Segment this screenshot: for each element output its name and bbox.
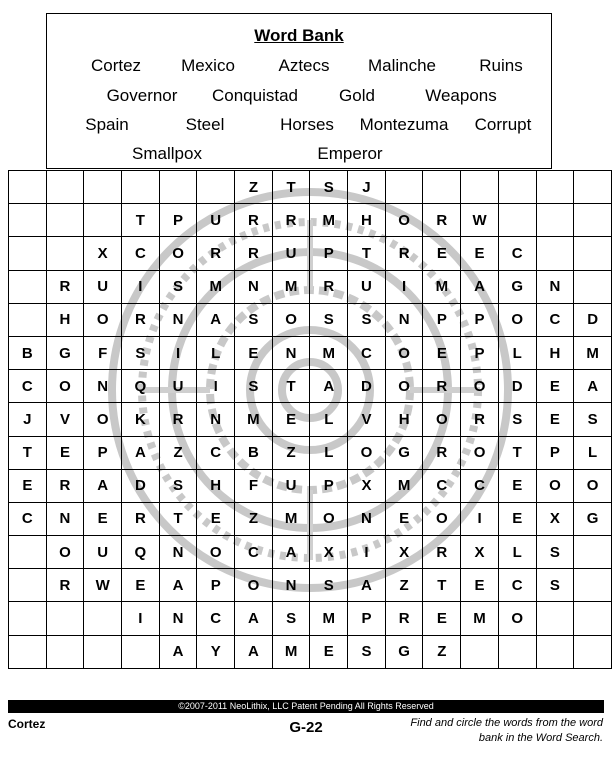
grid-cell[interactable] — [574, 270, 612, 303]
grid-cell[interactable]: B — [9, 336, 47, 369]
grid-cell[interactable]: O — [423, 502, 461, 535]
grid-cell[interactable] — [46, 237, 84, 270]
grid-cell[interactable]: H — [197, 469, 235, 502]
grid-cell[interactable]: C — [348, 336, 386, 369]
worksheet-topic: Cortez — [8, 717, 46, 731]
grid-cell[interactable]: S — [310, 569, 348, 602]
grid-cell[interactable] — [84, 204, 122, 237]
grid-cell[interactable]: Q — [122, 370, 160, 403]
grid-cell[interactable] — [84, 635, 122, 668]
grid-cell[interactable]: L — [498, 536, 536, 569]
grid-cell[interactable]: G — [385, 436, 423, 469]
grid-cell[interactable]: R — [310, 270, 348, 303]
grid-cell[interactable]: R — [423, 370, 461, 403]
grid-cell[interactable]: U — [348, 270, 386, 303]
grid-cell[interactable] — [536, 635, 574, 668]
grid-row — [9, 602, 612, 635]
grid-cell[interactable]: R — [46, 270, 84, 303]
grid-cell[interactable]: N — [159, 303, 197, 336]
grid-cell[interactable]: O — [46, 536, 84, 569]
grid-cell[interactable] — [9, 569, 47, 602]
grid-cell[interactable]: O — [385, 370, 423, 403]
word-bank-item: Corrupt — [474, 115, 532, 134]
word-bank-item: Steel — [185, 115, 225, 134]
grid-cell[interactable]: E — [197, 502, 235, 535]
grid-cell[interactable]: X — [348, 469, 386, 502]
grid-cell[interactable]: I — [122, 270, 160, 303]
grid-cell[interactable]: A — [235, 602, 273, 635]
grid-cell[interactable]: M — [310, 602, 348, 635]
grid-cell[interactable]: S — [122, 336, 160, 369]
grid-cell[interactable]: U — [197, 204, 235, 237]
grid-cell[interactable] — [9, 270, 47, 303]
word-bank-item: Mexico — [181, 56, 235, 75]
grid-cell[interactable]: N — [159, 536, 197, 569]
grid-cell[interactable] — [84, 171, 122, 204]
grid-cell[interactable] — [9, 303, 47, 336]
grid-cell[interactable]: R — [122, 502, 160, 535]
grid-cell[interactable]: C — [235, 536, 273, 569]
grid-cell[interactable]: I — [385, 270, 423, 303]
grid-row — [9, 237, 612, 270]
grid-cell[interactable]: O — [348, 436, 386, 469]
grid-cell[interactable]: T — [272, 171, 310, 204]
grid-cell[interactable]: U — [84, 536, 122, 569]
grid-cell[interactable]: Z — [272, 436, 310, 469]
grid-cell[interactable] — [46, 204, 84, 237]
grid-cell[interactable]: M — [235, 403, 273, 436]
grid-cell[interactable]: E — [423, 237, 461, 270]
grid-cell[interactable]: N — [272, 569, 310, 602]
grid-cell[interactable]: Q — [122, 536, 160, 569]
grid-cell[interactable]: O — [423, 403, 461, 436]
grid-cell[interactable] — [122, 635, 160, 668]
grid-cell[interactable]: R — [423, 204, 461, 237]
grid-cell[interactable]: L — [197, 336, 235, 369]
word-bank-item: Malinche — [367, 56, 437, 75]
grid-cell[interactable] — [461, 635, 499, 668]
grid-row — [9, 171, 612, 204]
grid-cell[interactable]: E — [423, 336, 461, 369]
grid-cell[interactable]: T — [423, 569, 461, 602]
grid-cell[interactable]: U — [159, 370, 197, 403]
grid-cell[interactable]: R — [423, 436, 461, 469]
grid-cell[interactable] — [536, 204, 574, 237]
grid-cell[interactable]: A — [461, 270, 499, 303]
grid-cell[interactable]: M — [310, 336, 348, 369]
grid-cell[interactable]: S — [536, 569, 574, 602]
grid-cell[interactable]: O — [461, 370, 499, 403]
grid-cell[interactable] — [84, 602, 122, 635]
grid-cell[interactable]: T — [348, 237, 386, 270]
grid-cell[interactable]: M — [272, 635, 310, 668]
grid-cell[interactable]: F — [235, 469, 273, 502]
word-bank-item: Montezuma — [359, 115, 449, 134]
grid-cell[interactable]: P — [536, 436, 574, 469]
grid-cell[interactable]: N — [197, 403, 235, 436]
grid-cell[interactable] — [385, 171, 423, 204]
grid-row — [9, 204, 612, 237]
grid-cell[interactable]: C — [536, 303, 574, 336]
grid-cell[interactable]: E — [461, 237, 499, 270]
grid-cell[interactable]: E — [310, 635, 348, 668]
grid-cell[interactable]: A — [197, 303, 235, 336]
grid-cell[interactable]: Z — [235, 171, 273, 204]
grid-cell[interactable]: U — [272, 469, 310, 502]
grid-cell[interactable]: I — [348, 536, 386, 569]
word-bank-item: Smallpox — [132, 144, 202, 163]
grid-cell[interactable]: S — [159, 270, 197, 303]
grid-cell[interactable]: M — [574, 336, 612, 369]
grid-cell[interactable]: E — [498, 469, 536, 502]
grid-cell[interactable]: Y — [197, 635, 235, 668]
grid-cell[interactable]: N — [84, 370, 122, 403]
grid-cell[interactable]: O — [197, 536, 235, 569]
grid-cell[interactable]: N — [46, 502, 84, 535]
grid-cell[interactable]: S — [348, 635, 386, 668]
grid-cell[interactable] — [536, 237, 574, 270]
grid-cell[interactable]: I — [461, 502, 499, 535]
word-bank-item: Cortez — [90, 56, 142, 75]
grid-cell[interactable]: O — [84, 403, 122, 436]
grid-cell[interactable]: X — [385, 536, 423, 569]
grid-cell[interactable]: G — [46, 336, 84, 369]
grid-cell[interactable]: X — [310, 536, 348, 569]
grid-cell[interactable] — [9, 635, 47, 668]
grid-cell[interactable]: N — [348, 502, 386, 535]
grid-cell[interactable]: V — [348, 403, 386, 436]
grid-cell[interactable]: D — [498, 370, 536, 403]
grid-cell[interactable] — [574, 602, 612, 635]
grid-cell[interactable]: S — [498, 403, 536, 436]
grid-cell[interactable]: M — [461, 602, 499, 635]
grid-row — [9, 270, 612, 303]
grid-cell[interactable]: J — [348, 171, 386, 204]
grid-cell[interactable]: W — [461, 204, 499, 237]
word-search-grid — [8, 170, 612, 669]
grid-row — [9, 336, 612, 369]
word-bank-item: Horses — [280, 115, 334, 134]
grid-cell[interactable]: R — [235, 204, 273, 237]
word-bank-item: Aztecs — [278, 56, 330, 75]
grid-cell[interactable]: A — [159, 635, 197, 668]
grid-cell[interactable]: S — [235, 370, 273, 403]
grid-cell[interactable]: X — [461, 536, 499, 569]
grid-cell[interactable]: D — [122, 469, 160, 502]
grid-cell[interactable]: U — [84, 270, 122, 303]
grid-cell[interactable]: L — [310, 403, 348, 436]
grid-cell[interactable]: E — [385, 502, 423, 535]
grid-cell[interactable]: C — [197, 436, 235, 469]
grid-cell[interactable]: O — [498, 303, 536, 336]
grid-cell[interactable] — [536, 602, 574, 635]
grid-cell[interactable]: M — [385, 469, 423, 502]
grid-cell[interactable]: E — [122, 569, 160, 602]
grid-cell[interactable]: S — [159, 469, 197, 502]
grid-cell[interactable]: L — [310, 436, 348, 469]
grid-cell[interactable]: L — [498, 336, 536, 369]
grid-cell[interactable]: T — [122, 204, 160, 237]
grid-cell[interactable]: H — [348, 204, 386, 237]
grid-row — [9, 502, 612, 535]
grid-cell[interactable]: C — [9, 370, 47, 403]
grid-cell[interactable]: R — [461, 403, 499, 436]
grid-cell[interactable]: O — [498, 602, 536, 635]
grid-cell[interactable]: E — [536, 370, 574, 403]
grid-cell[interactable]: S — [235, 303, 273, 336]
grid-cell[interactable]: W — [84, 569, 122, 602]
grid-cell[interactable]: I — [197, 370, 235, 403]
grid-cell[interactable]: N — [536, 270, 574, 303]
grid-row — [9, 569, 612, 602]
grid-cell[interactable]: R — [385, 602, 423, 635]
grid-cell[interactable]: O — [46, 370, 84, 403]
grid-cell[interactable]: F — [84, 336, 122, 369]
grid-cell[interactable]: G — [498, 270, 536, 303]
grid-cell[interactable]: C — [122, 237, 160, 270]
grid-cell[interactable]: Z — [385, 569, 423, 602]
grid-cell[interactable]: A — [122, 436, 160, 469]
grid-cell[interactable]: G — [574, 502, 612, 535]
grid-cell[interactable] — [498, 204, 536, 237]
grid-cell[interactable]: Z — [235, 502, 273, 535]
grid-cell[interactable]: A — [310, 370, 348, 403]
grid-cell[interactable]: R — [423, 536, 461, 569]
grid-cell[interactable]: H — [46, 303, 84, 336]
grid-cell[interactable]: C — [461, 469, 499, 502]
grid-cell[interactable]: O — [235, 569, 273, 602]
grid-cell[interactable] — [536, 171, 574, 204]
word-bank — [46, 13, 552, 169]
grid-cell[interactable]: E — [272, 403, 310, 436]
grid-cell[interactable]: I — [122, 602, 160, 635]
grid-cell[interactable]: E — [461, 569, 499, 602]
word-bank-item: Gold — [339, 86, 375, 105]
grid-cell[interactable]: A — [235, 635, 273, 668]
grid-cell[interactable]: C — [423, 469, 461, 502]
grid-cell[interactable]: N — [235, 270, 273, 303]
grid-cell[interactable]: M — [197, 270, 235, 303]
grid-cell[interactable]: L — [574, 436, 612, 469]
grid-cell[interactable]: P — [310, 237, 348, 270]
grid-cell[interactable]: R — [46, 569, 84, 602]
grid-cell[interactable]: H — [536, 336, 574, 369]
grid-cell[interactable]: X — [536, 502, 574, 535]
grid-cell[interactable]: E — [423, 602, 461, 635]
grid-cell[interactable]: C — [498, 237, 536, 270]
grid-cell[interactable] — [159, 171, 197, 204]
grid-cell[interactable]: R — [235, 237, 273, 270]
grid-cell[interactable]: E — [235, 336, 273, 369]
grid-cell[interactable]: R — [46, 469, 84, 502]
instructions: Find and circle the words from the word bank in the Word Search. — [410, 717, 603, 744]
grid-row — [9, 536, 612, 569]
grid-cell[interactable]: O — [310, 502, 348, 535]
grid-cell[interactable] — [9, 204, 47, 237]
word-bank-item: Conquistad — [211, 86, 299, 105]
grid-cell[interactable]: A — [159, 569, 197, 602]
grid-cell[interactable]: O — [272, 303, 310, 336]
grid-cell[interactable]: M — [310, 204, 348, 237]
grid-cell[interactable] — [9, 536, 47, 569]
grid-row — [9, 436, 612, 469]
grid-cell[interactable] — [197, 171, 235, 204]
grid-cell[interactable]: D — [574, 303, 612, 336]
word-bank-title: Word Bank — [254, 26, 344, 45]
grid-cell[interactable]: O — [461, 436, 499, 469]
grid-cell[interactable]: A — [574, 370, 612, 403]
grid-cell[interactable]: R — [159, 403, 197, 436]
grid-cell[interactable]: C — [9, 502, 47, 535]
word-bank-item: Spain — [85, 115, 129, 134]
grid-cell[interactable]: E — [84, 502, 122, 535]
grid-cell[interactable]: T — [272, 370, 310, 403]
grid-cell[interactable]: R — [197, 237, 235, 270]
grid-cell[interactable] — [574, 569, 612, 602]
grid-cell[interactable] — [46, 635, 84, 668]
grid-cell[interactable]: S — [348, 303, 386, 336]
grid-row — [9, 403, 612, 436]
grid-cell[interactable] — [574, 635, 612, 668]
grid-cell[interactable]: O — [536, 469, 574, 502]
grid-cell[interactable]: B — [235, 436, 273, 469]
grid-cell[interactable]: Z — [423, 635, 461, 668]
grid-cell[interactable]: O — [84, 303, 122, 336]
grid-cell[interactable]: R — [122, 303, 160, 336]
grid-cell[interactable]: P — [423, 303, 461, 336]
copyright-bar: ©2007-2011 NeoLithix, LLC Patent Pending All Rights Reserved — [8, 700, 604, 713]
grid-cell[interactable]: I — [159, 336, 197, 369]
grid-cell[interactable]: V — [46, 403, 84, 436]
grid-cell[interactable]: O — [385, 204, 423, 237]
grid-cell[interactable] — [122, 171, 160, 204]
grid-cell[interactable]: M — [272, 502, 310, 535]
grid-cell[interactable]: P — [84, 436, 122, 469]
grid-cell[interactable]: S — [574, 403, 612, 436]
grid-cell[interactable] — [46, 602, 84, 635]
grid-cell[interactable] — [574, 171, 612, 204]
grid-cell[interactable]: O — [385, 336, 423, 369]
grid-cell[interactable]: S — [272, 602, 310, 635]
grid-cell[interactable] — [9, 602, 47, 635]
grid-cell[interactable]: P — [159, 204, 197, 237]
grid-cell[interactable]: A — [84, 469, 122, 502]
grid-cell[interactable]: T — [498, 436, 536, 469]
grid-cell[interactable]: M — [423, 270, 461, 303]
grid-cell[interactable]: C — [197, 602, 235, 635]
grid-cell[interactable]: E — [536, 403, 574, 436]
grid-row — [9, 370, 612, 403]
grid-cell[interactable]: A — [272, 536, 310, 569]
grid-cell[interactable] — [574, 237, 612, 270]
grid-row — [9, 469, 612, 502]
word-bank-item: Weapons — [425, 86, 497, 105]
grid-cell[interactable]: P — [310, 469, 348, 502]
word-bank-item: Emperor — [317, 144, 383, 163]
grid-cell[interactable]: E — [498, 502, 536, 535]
grid-cell[interactable]: C — [498, 569, 536, 602]
grid-cell[interactable] — [498, 171, 536, 204]
grid-cell[interactable]: E — [46, 436, 84, 469]
grid-cell[interactable]: N — [385, 303, 423, 336]
grid-cell[interactable]: G — [385, 635, 423, 668]
grid-cell[interactable] — [461, 171, 499, 204]
grid-cell[interactable]: Z — [159, 436, 197, 469]
grid-cell[interactable]: M — [272, 270, 310, 303]
grid-cell[interactable]: O — [574, 469, 612, 502]
grid-cell[interactable]: U — [272, 237, 310, 270]
grid-cell[interactable]: D — [348, 370, 386, 403]
grid-cell[interactable]: S — [310, 171, 348, 204]
grid-cell[interactable] — [9, 171, 47, 204]
grid-cell[interactable] — [498, 635, 536, 668]
grid-cell[interactable]: H — [385, 403, 423, 436]
grid-cell[interactable] — [46, 171, 84, 204]
grid-cell[interactable]: N — [272, 336, 310, 369]
grid-cell[interactable]: S — [310, 303, 348, 336]
grid-cell[interactable]: N — [159, 602, 197, 635]
page-number: G-22 — [289, 719, 323, 736]
grid-cell[interactable] — [574, 536, 612, 569]
grid-cell[interactable] — [423, 171, 461, 204]
grid-cell[interactable]: X — [84, 237, 122, 270]
grid-cell[interactable]: R — [385, 237, 423, 270]
grid-cell[interactable] — [9, 237, 47, 270]
grid-cell[interactable]: S — [536, 536, 574, 569]
grid-cell[interactable]: T — [159, 502, 197, 535]
grid-row — [9, 303, 612, 336]
grid-cell[interactable]: P — [348, 602, 386, 635]
grid-row — [9, 635, 612, 668]
grid-cell[interactable]: P — [461, 303, 499, 336]
grid-cell[interactable]: K — [122, 403, 160, 436]
grid-cell[interactable] — [574, 204, 612, 237]
word-bank-item: Ruins — [479, 56, 523, 75]
grid-cell[interactable]: P — [461, 336, 499, 369]
word-bank-item: Governor — [106, 86, 178, 105]
grid-cell[interactable]: R — [272, 204, 310, 237]
grid-cell[interactable]: J — [9, 403, 47, 436]
grid-cell[interactable]: O — [159, 237, 197, 270]
grid-cell[interactable]: P — [197, 569, 235, 602]
grid-cell[interactable]: E — [9, 469, 47, 502]
grid-cell[interactable]: T — [9, 436, 47, 469]
grid-cell[interactable]: A — [348, 569, 386, 602]
